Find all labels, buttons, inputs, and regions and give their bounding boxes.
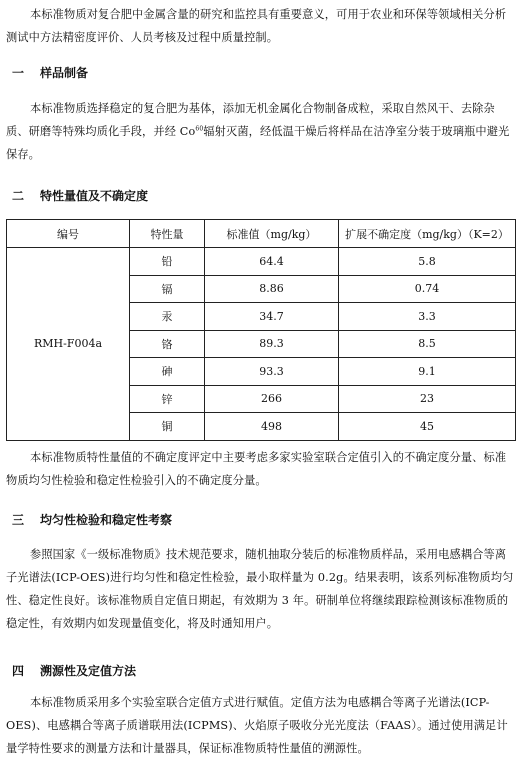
uncertainty-cell: 0.74 (339, 275, 516, 303)
value-cell: 89.3 (205, 330, 339, 358)
value-cell: 266 (205, 385, 339, 413)
section-heading-values (12, 188, 148, 204)
value-cell: 498 (205, 413, 339, 441)
element-cell: 铜 (130, 413, 205, 441)
header-id: 编号 (7, 220, 130, 248)
value-cell: 8.86 (205, 275, 339, 303)
traceability-paragraph: 本标准物质采用多个实验室联合定值方式进行赋值。定值方法为电感耦合等离子光谱法(ICP-OES)、电感耦合等离子质谱联用法(ICPMS)、火焰原子吸收分光光度法（FAAS）。通过使用满足计量学特性要求的测量方法和计量器具，保证标准物质特性量值的溯源性。 (6, 696, 508, 755)
section-title: 特性量值及不确定度 (40, 189, 149, 203)
section-heading-homogeneity (12, 512, 172, 528)
value-cell: 64.4 (205, 248, 339, 276)
element-cell: 汞 (130, 303, 205, 331)
element-cell: 锌 (130, 385, 205, 413)
sample-prep-paragraph (6, 97, 514, 166)
section-title: 溯源性及定值方法 (40, 664, 137, 678)
table-header-row (7, 220, 516, 248)
certified-values-table (6, 219, 516, 441)
homogeneity-paragraph: 参照国家《一级标准物质》技术规范要求，随机抽取分装后的标准物质样品，采用电感耦合等离子光谱法(ICP-OES)进行均匀性和稳定性检验，最小取样量为 0.2g。结果表明，该系列标准物质均匀性、稳定性良好。该标准物质自定值日期起，有效期为 3 年。研制单位将继续跟踪检测该标准物质的稳定性，有效期内如发现量值变化，将及时通知用户。 (6, 548, 514, 630)
section-number: 四 (12, 664, 25, 678)
value-cell: 34.7 (205, 303, 339, 331)
isotope-superscript: 60 (195, 125, 204, 133)
uncertainty-cell: 8.5 (339, 330, 516, 358)
uncertainty-cell: 3.3 (339, 303, 516, 331)
element-cell: 铬 (130, 330, 205, 358)
sample-prep-text-1: 本标准物质选择稳定的复合肥为基体，添加无机金属化合物制备成粒，采取自然风干、去除杂质、研磨等特殊均质化手段，并经 Co (6, 102, 495, 138)
table-row (7, 248, 516, 276)
section-title: 均匀性检验和稳定性考察 (40, 513, 173, 527)
header-expanded-uncertainty: 扩展不确定度（mg/kg）（K=2） (339, 220, 516, 248)
section-title: 样品制备 (40, 66, 89, 80)
intro-paragraph: 本标准物质对复合肥中金属含量的研究和监控具有重要意义，可用于农业和环保等领域相关分析测试中方法精密度评价、人员考核及过程中质量控制。 (6, 8, 507, 44)
element-cell: 砷 (130, 358, 205, 386)
section-heading-sample-prep (12, 65, 88, 81)
section-number: 三 (12, 513, 25, 527)
value-cell: 93.3 (205, 358, 339, 386)
element-cell: 镉 (130, 275, 205, 303)
sample-prep-text-2: 辐射灭菌，经低温干燥后将样品在洁净室分装于玻璃瓶中避光保存。 (6, 125, 510, 161)
section-number: 二 (12, 189, 25, 203)
uncertainty-cell: 45 (339, 413, 516, 441)
section-number: 一 (12, 66, 25, 80)
header-certified-value: 标准值（mg/kg） (205, 220, 339, 248)
uncertainty-paragraph: 本标准物质特性量值的不确定度评定中主要考虑多家实验室联合定值引入的不确定度分量、标准物质均匀性检验和稳定性检验引入的不确定度分量。 (6, 451, 507, 487)
section-heading-traceability (12, 663, 136, 679)
uncertainty-cell: 5.8 (339, 248, 516, 276)
element-cell: 铅 (130, 248, 205, 276)
uncertainty-cell: 9.1 (339, 358, 516, 386)
uncertainty-cell: 23 (339, 385, 516, 413)
sample-id-cell: RMH-F004a (7, 248, 130, 441)
header-property: 特性量 (130, 220, 205, 248)
